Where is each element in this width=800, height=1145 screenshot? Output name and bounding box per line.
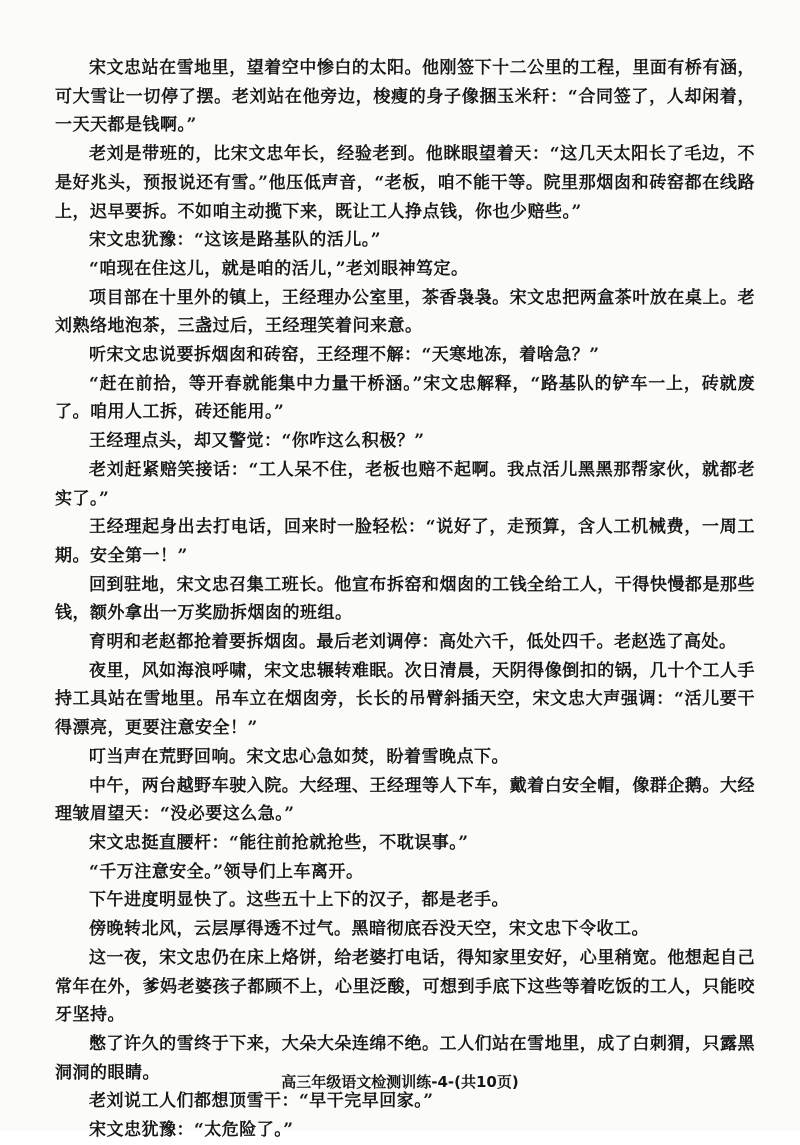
paragraph: 老刘说工人们都想顶雪干：“早干完早回家。” [89, 1091, 434, 1112]
paragraph: 听宋文忠说要拆烟囱和砖窑，王经理不解：“天寒地冻，着啥急？” [89, 345, 600, 366]
paragraph: 这一夜，宋文忠仍在床上烙饼，给老婆打电话，得知家里安好，心里稍宽。他想起自己常年在外，爹妈老婆孩子都顾不上，心里泛酸，可想到手底下这些等着吃饭的工人，只能咬牙坚持。 [55, 947, 755, 1026]
paragraph: 宋文忠犹豫：“太危险了。” [89, 1120, 294, 1141]
paragraph: “咱现在住这儿，就是咱的活儿，”老刘眼神笃定。 [89, 258, 469, 279]
paragraph: 育明和老赵都抢着要拆烟囱。最后老刘调停：高处六千，低处四千。老赵选了高处。 [89, 632, 737, 653]
paragraph: 回到驻地，宋文忠召集工班长。他宣布拆窑和烟囱的工钱全给工人，干得快慢都是那些钱，额外拿出一万奖励拆烟囱的班组。 [55, 574, 755, 624]
paragraph: 宋文忠站在雪地里，望着空中惨白的太阳。他刚签下十二公里的工程，里面有桥有涵，可大雪让一切停了摆。老刘站在他旁边，梭瘦的身子像捆玉米秆：“合同签了，人却闲着，一天天都是钱啊。” [55, 58, 755, 136]
paragraph: 宋文忠犹豫：“这该是路基队的活儿。” [89, 230, 382, 251]
passage-body [55, 54, 755, 1145]
paragraph: 中午，两台越野车驶入院。大经理、王经理等人下车，戴着白安全帽，像群企鹅。大经理皱眉望天：“没必要这么急。” [55, 775, 755, 825]
paragraph: 叮当声在荒野回响。宋文忠心急如焚，盼着雪晚点下。 [89, 746, 509, 767]
paragraph: 憋了许久的雪终于下来，大朵大朵连绵不绝。工人们站在雪地里，成了白刺猬，只露黑洞洞的眼睛。 [55, 1033, 755, 1083]
paragraph: 项目部在十里外的镇上，王经理办公室里，茶香袅袅。宋文忠把两盒茶叶放在桌上。老刘熟络地泡茶，三盏过后，王经理笑着问来意。 [55, 287, 755, 337]
paragraph: 王经理起身出去打电话，回来时一脸轻松：“说好了，走预算，含人工机械费，一周工期。安全第一！” [55, 517, 755, 566]
paragraph: 下午进度明显快了。这些五十上下的汉子，都是老手。 [89, 890, 509, 911]
page-footer: 高三年级语文检测训练-4-(共10页) [281, 1073, 519, 1091]
paragraph: 王经理点头，却又警觉：“你咋这么积极？” [89, 431, 425, 452]
paragraph: 夜里，风如海浪呼啸，宋文忠辗转难眠。次日清晨，天阴得像倒扣的锅，几十个工人手持工具站在雪地里。吊车立在烟囱旁，长长的吊臂斜插天空，宋文忠大声强调：“活儿要干得漂亮，更要注意安全！” [55, 660, 755, 739]
paragraph: 老刘赶紧赔笑接话：“工人呆不住，老板也赔不起啊。我点活儿黑黑那帮家伙，就都老实了。” [55, 459, 755, 509]
paragraph: 傍晚转北风，云层厚得透不过气。黑暗彻底吞没天空，宋文忠下令收工。 [89, 919, 649, 940]
paragraph: “千万注意安全。”领导们上车离开。 [89, 861, 364, 882]
paragraph: 宋文忠挺直腰杆：“能往前抢就抢些，不耽误事。” [89, 832, 469, 853]
paragraph: “赶在前拾，等开春就能集中力量干桥涵。”宋文忠解释，“路基队的铲车一上，砖就废了。咱用人工拆，砖还能用。” [55, 373, 755, 423]
paragraph: 老刘是带班的，比宋文忠年长，经验老到。他眯眼望着天：“这几天太阳长了毛边，不是好兆头，预报说还有雪。”他压低声音，“老板，咱不能干等。院里那烟囱和砖窑都在线路上，迟早要拆。不如咱主动揽下来，既让工人挣点钱，你也少赔些。” [55, 144, 755, 222]
